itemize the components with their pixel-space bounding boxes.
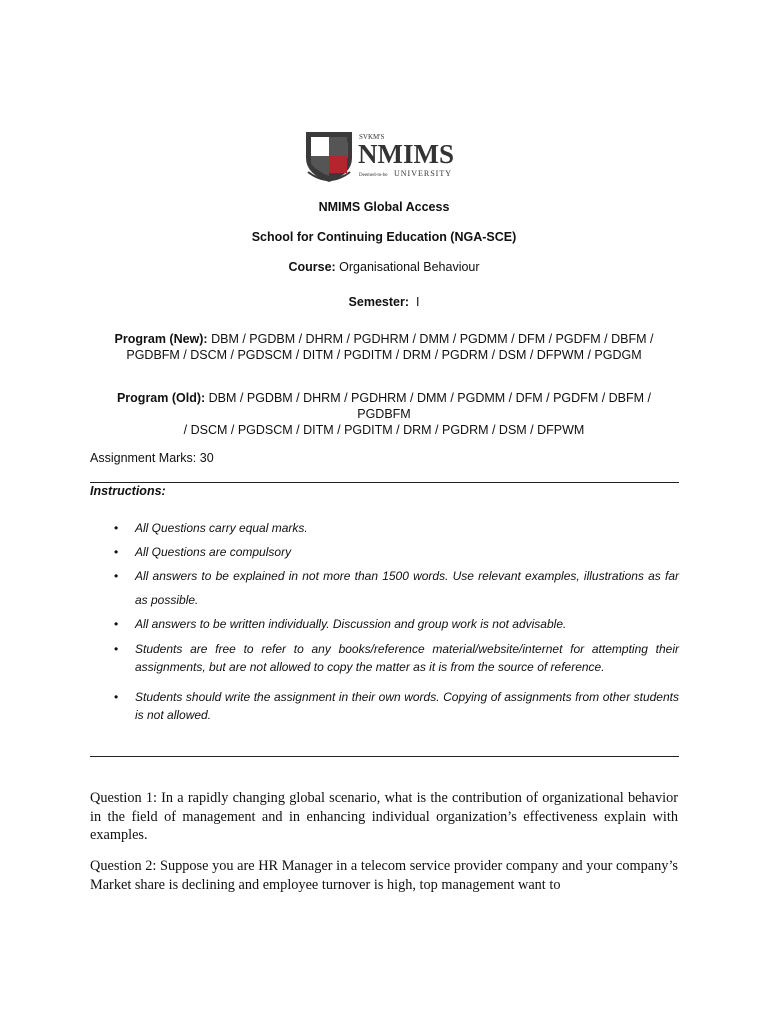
- school-title: School for Continuing Education (NGA-SCE): [251, 230, 517, 244]
- semester-line: [90, 294, 678, 310]
- semester-value: I: [415, 295, 420, 309]
- nmims-logo: [302, 128, 468, 184]
- semester-label: Semester:: [348, 295, 409, 309]
- bottom-divider: [90, 756, 679, 757]
- instructions-list: [90, 516, 679, 724]
- instructions-title: Instructions:: [90, 484, 166, 498]
- bullet-icon: •: [114, 545, 119, 559]
- course-value: Organisational Behaviour: [339, 260, 480, 274]
- svg-text:SVKM'S: SVKM'S: [359, 133, 385, 141]
- bullet-icon: •: [114, 617, 119, 631]
- program-old-line1: DBM / PGDBM / DHRM / PGDHRM / DMM / PGDMM / DFM / PGDFM / DBFM / PGDBFM: [208, 391, 652, 421]
- bullet-icon: •: [114, 642, 119, 656]
- svg-text:NMIMS: NMIMS: [358, 139, 454, 169]
- svg-text:UNIVERSITY: UNIVERSITY: [394, 169, 452, 178]
- list-item: • Students should write the assignment in their own words. Copying of assignments from other students is not allowed.: [114, 690, 679, 722]
- shield-icon: [306, 132, 352, 182]
- question-2: Question 2: Suppose you are HR Manager in a telecom service provider company and your company’s Market share is declining and employee turnover is high, top management want to: [90, 858, 678, 893]
- svg-text:Deemed-to-be: Deemed-to-be: [359, 173, 388, 178]
- program-old-label: Program (Old):: [116, 391, 206, 405]
- program-old-line2: / DSCM / PGDSCM / DITM / PGDITM / DRM / PGDRM / DSM / DFPWM: [183, 423, 585, 437]
- list-item: • Students are free to refer to any books/reference material/website/internet for attempting their assignments, but are not allowed to copy the matter as it is from the source of reference.: [114, 642, 679, 674]
- top-divider: [90, 482, 679, 483]
- program-old: [90, 390, 678, 438]
- program-new-line2: PGDBFM / DSCM / PGDSCM / DITM / PGDITM / DRM / PGDRM / DSM / DFPWM / PGDGM: [126, 348, 642, 362]
- program-new-label: Program (New):: [114, 332, 208, 346]
- list-item: • All answers to be written individually. Discussion and group work is not advisable.: [90, 612, 679, 636]
- course-line: [90, 259, 678, 275]
- course-label: Course:: [288, 260, 336, 274]
- program-new: [90, 331, 678, 363]
- bullet-icon: •: [114, 690, 119, 704]
- question-1: Question 1: In a rapidly changing global scenario, what is the contribution of organizational behavior in the field of management and in enhancing individual organization’s effectiveness explain with examples.: [90, 790, 678, 843]
- assignment-marks: Assignment Marks: 30: [90, 451, 214, 465]
- list-item: • All Questions carry equal marks.: [90, 516, 679, 540]
- list-item: • All answers to be explained in not more than 1500 words. Use relevant examples, illustrations as far as possible.: [90, 564, 679, 612]
- list-item: • All Questions are compulsory: [90, 540, 679, 564]
- bullet-icon: •: [114, 521, 119, 535]
- bullet-icon: •: [114, 569, 119, 583]
- program-new-line1: DBM / PGDBM / DHRM / PGDHRM / DMM / PGDMM / DFM / PGDFM / DBFM /: [211, 332, 654, 346]
- org-title: NMIMS Global Access: [318, 200, 450, 214]
